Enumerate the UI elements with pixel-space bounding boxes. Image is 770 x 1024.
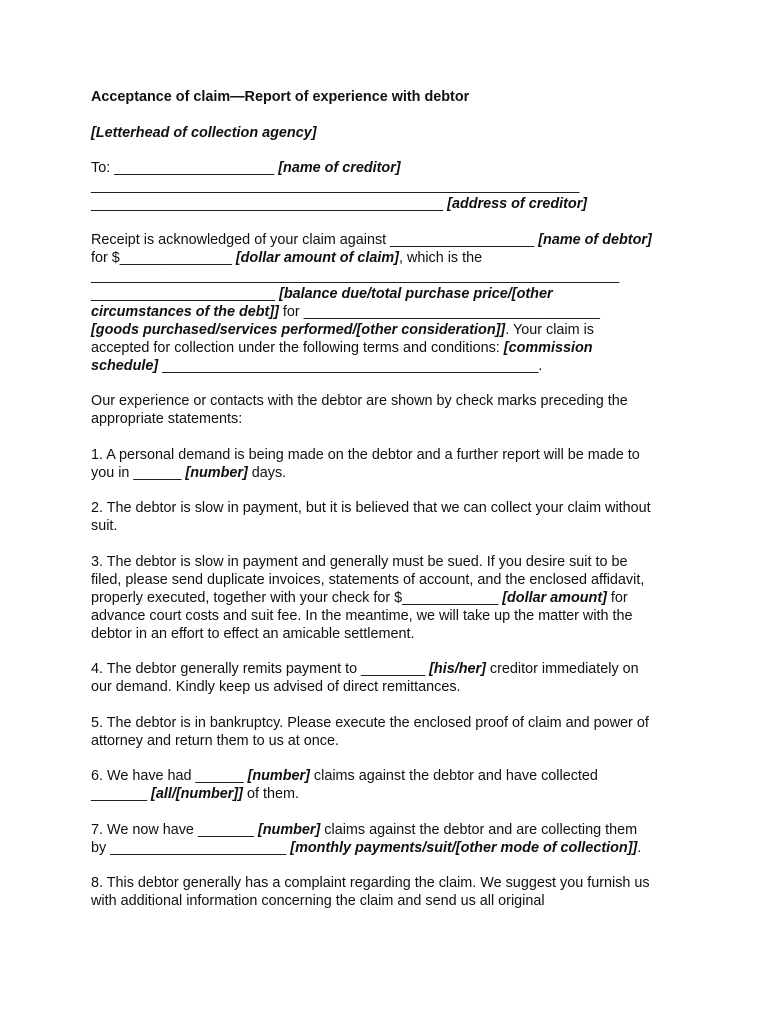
item-line: 8. This debtor generally has a complaint regarding the claim. We suggest you furnish us (91, 875, 650, 891)
intro-paragraph (91, 392, 691, 428)
item-line: our demand. Kindly keep us advised of direct remittances. (91, 679, 461, 695)
address-blank-line: _____________________________________________________________ (91, 178, 580, 194)
item-text: by ______________________ (91, 839, 291, 856)
intro-line-1: Our experience or contacts with the debtor are shown by check marks preceding the (91, 393, 628, 409)
receipt-text: _______________________ (91, 285, 280, 302)
item-text: _______ (91, 786, 152, 802)
item-text: claims against the debtor and have collected (309, 768, 598, 784)
receipt-text: , which is the (398, 249, 483, 266)
receipt-paragraph (91, 231, 691, 375)
item-text: for (606, 589, 628, 606)
item-text: claims against the debtor and are collecting them (320, 821, 638, 838)
item-line: attorney and return them to us at once. (91, 732, 339, 749)
receipt-text: Receipt is acknowledged of your claim against __________________ (91, 231, 539, 248)
debtor-name-placeholder: [name of debtor] (538, 231, 652, 248)
balance-placeholder: [balance due/total purchase price/[other (279, 285, 553, 302)
number-placeholder: [number] (185, 464, 248, 481)
receipt-line-6 (91, 321, 691, 339)
receipt-line-5 (91, 303, 691, 321)
item-line (91, 589, 691, 607)
receipt-line-3: __________________________________________________________________ (91, 267, 620, 284)
receipt-line-2 (91, 249, 691, 267)
item-line: filed, please send duplicate invoices, statements of account, and the enclosed affidavit, (91, 571, 645, 588)
number-placeholder: [number] (257, 821, 321, 838)
receipt-text: . Your claim is (505, 321, 594, 338)
item-line: 2. The debtor is slow in payment, but it is believed that we can collect your claim without (91, 500, 651, 516)
statement-item-4 (91, 660, 691, 696)
statement-item-6 (91, 767, 691, 803)
document-page (91, 88, 691, 910)
item-text: 7. We now have _______ (91, 821, 258, 838)
number-placeholder: [number] (247, 768, 310, 784)
item-line: suit. (91, 518, 118, 534)
item-line: 5. The debtor is in bankruptcy. Please execute the enclosed proof of claim and power of (91, 714, 649, 731)
item-line (91, 464, 691, 482)
document-title: Acceptance of claim—Report of experience with debtor (91, 89, 470, 105)
statement-item-8 (91, 874, 691, 910)
item-text: you in ______ (91, 464, 186, 481)
item-text: . (637, 839, 642, 856)
item-line (91, 767, 691, 785)
receipt-line-4 (91, 285, 691, 303)
item-line: advance court costs and suit fee. In the meantime, we will take up the matter with the (91, 607, 633, 624)
schedule-placeholder: schedule] (91, 357, 159, 374)
item-text: 4. The debtor generally remits payment to ________ (91, 661, 430, 677)
to-prefix: To: ____________________ (91, 160, 279, 176)
receipt-line-1 (91, 231, 691, 249)
item-text: of them. (242, 786, 299, 802)
creditor-name-placeholder: [name of creditor] (278, 160, 401, 176)
recipient-line (91, 159, 691, 177)
debt-circumstances-placeholder: circumstances of the debt]] (91, 303, 279, 320)
receipt-text: for $______________ (91, 249, 236, 266)
creditor-address-placeholder: [address of creditor] (447, 196, 588, 212)
receipt-line-7 (91, 339, 691, 357)
pronoun-placeholder: [his/her] (429, 661, 486, 677)
item-text: properly executed, together with your check for $____________ (91, 589, 503, 606)
item-line (91, 785, 691, 803)
dollar-amount-placeholder: [dollar amount] (502, 589, 607, 606)
item-line: with additional information concerning the claim and send us all original (91, 893, 545, 909)
address-line (91, 195, 691, 213)
item-line: 3. The debtor is slow in payment and generally must be sued. If you desire suit to be (91, 553, 628, 570)
all-number-placeholder: [all/[number]] (151, 786, 243, 802)
intro-line-2: appropriate statements: (91, 411, 243, 427)
statement-item-7 (91, 821, 691, 857)
item-text: days. (247, 464, 287, 481)
item-text: 6. We have had ______ (91, 768, 248, 784)
receipt-text: for _____________________________________ (278, 303, 600, 320)
address-blank: ____________________________________________ (91, 196, 448, 212)
receipt-text: _______________________________________________. (158, 357, 543, 374)
item-line (91, 821, 691, 839)
consideration-placeholder: [goods purchased/services performed/[other consideration]] (91, 321, 506, 338)
statement-item-3 (91, 553, 691, 643)
item-line (91, 839, 691, 857)
item-line (91, 660, 691, 678)
statement-item-1 (91, 446, 691, 482)
receipt-text: accepted for collection under the following terms and conditions: (91, 339, 504, 356)
claim-amount-placeholder: [dollar amount of claim] (235, 249, 399, 266)
collection-mode-placeholder: [monthly payments/suit/[other mode of collection]] (290, 839, 638, 856)
item-line: 1. A personal demand is being made on the debtor and a further report will be made to (91, 446, 640, 463)
statement-item-5 (91, 714, 691, 750)
commission-placeholder: [commission (503, 339, 593, 356)
item-line: debtor in an effort to effect an amicable settlement. (91, 625, 415, 642)
statement-item-2 (91, 499, 691, 535)
letterhead-placeholder: [Letterhead of collection agency] (91, 124, 317, 141)
receipt-line-8 (91, 357, 691, 375)
recipient-block (91, 159, 691, 213)
item-text: creditor immediately on (485, 661, 639, 677)
